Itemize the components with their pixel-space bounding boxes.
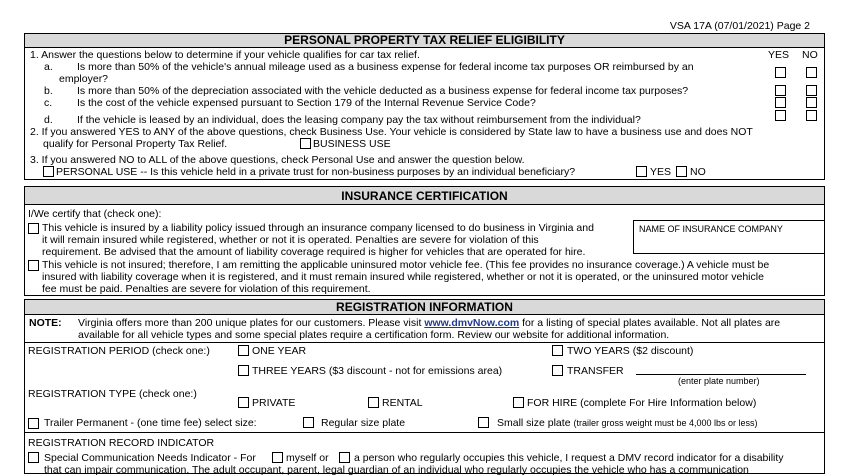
uninsured-text-cont-2: fee must be paid. Penalties are severe for violation of this requirement. <box>42 283 371 295</box>
insurance-section-header: INSURANCE CERTIFICATION <box>24 186 825 205</box>
myself-label: myself or <box>286 452 329 464</box>
question-c-text: Is the cost of the vehicle expensed pursuant to Section 179 of the Internal Revenue Service Code? <box>77 97 536 109</box>
business-use-label: BUSINESS USE <box>313 138 391 150</box>
insured-text-cont-2: requirement. Be advised that the amount of liability coverage required is higher for vehicles that are operated for hire. <box>42 246 586 258</box>
trailer-permanent-label: Trailer Permanent - (one time fee) select size: <box>44 417 257 429</box>
two-years-label: TWO YEARS ($2 discount) <box>567 345 694 357</box>
trailer-permanent-checkbox[interactable] <box>28 418 39 429</box>
small-size-plate-label <box>497 417 758 429</box>
form-page-reference: VSA 17A (07/01/2021) Page 2 <box>669 20 810 32</box>
one-year-label: ONE YEAR <box>252 345 307 357</box>
registration-section-header: REGISTRATION INFORMATION <box>24 299 825 315</box>
rental-checkbox[interactable] <box>368 397 379 408</box>
question-c-letter: c. <box>44 97 53 109</box>
record-indicator-label: REGISTRATION RECORD INDICATOR <box>28 437 215 449</box>
note-text-part-2: for a listing of special plates available. Not all plates are <box>522 317 781 329</box>
trust-no-checkbox[interactable] <box>676 166 687 177</box>
insurance-company-label: NAME OF INSURANCE COMPANY <box>639 224 783 234</box>
question-d-yes-checkbox[interactable] <box>775 110 786 121</box>
transfer-label: TRANSFER <box>567 365 624 377</box>
trust-yes-label: YES <box>650 166 672 178</box>
registration-period-label: REGISTRATION PERIOD (check one:) <box>28 345 210 357</box>
private-label: PRIVATE <box>252 397 296 409</box>
question-a-yes-checkbox[interactable] <box>775 67 786 78</box>
regular-size-plate-label: Regular size plate <box>321 417 406 429</box>
question-d-text: If the vehicle is leased by an individual, does the leasing company pay the tax without reimbursement from the individual? <box>77 114 641 126</box>
transfer-checkbox[interactable] <box>552 365 563 376</box>
personal-use-checkbox[interactable] <box>43 166 54 177</box>
trust-yes-checkbox[interactable] <box>636 166 647 177</box>
trust-no-label: NO <box>690 166 706 178</box>
dmv-website-link[interactable]: www.dmvNow.com <box>424 317 520 329</box>
question-a-text-cont: employer? <box>59 73 109 85</box>
question-1-intro: 1. Answer the questions below to determine if your vehicle qualifies for car tax relief. <box>30 49 420 61</box>
question-3-text: 3. If you answered NO to ALL of the above questions, check Personal Use and answer the question below. <box>30 154 525 166</box>
for-hire-label: FOR HIRE (complete For Hire Information below) <box>527 397 757 409</box>
question-d-no-checkbox[interactable] <box>806 110 817 121</box>
myself-checkbox[interactable] <box>272 452 283 463</box>
one-year-checkbox[interactable] <box>238 345 249 356</box>
personal-use-label: PERSONAL USE -- Is this vehicle held in a private trust for non-business purposes by an individual beneficiary? <box>56 166 576 178</box>
regular-size-plate-checkbox[interactable] <box>303 417 314 428</box>
insured-text: This vehicle is insured by a liability policy issued through an insurance company licensed to do business in Virginia and <box>42 222 594 234</box>
note-text-cont: available for all vehicle types and some special plates require a certification form. Review our website for additional information. <box>78 329 670 341</box>
question-b-text: Is more than 50% of the depreciation associated with the vehicle deducted as a business expense for federal income tax purposes? <box>77 85 689 97</box>
question-a-no-checkbox[interactable] <box>806 67 817 78</box>
question-c-yes-checkbox[interactable] <box>775 97 786 108</box>
question-c-no-checkbox[interactable] <box>806 97 817 108</box>
private-checkbox[interactable] <box>238 397 249 408</box>
occupant-text: a person who regularly occupies this vehicle, I request a DMV record indicator for a disability <box>354 452 784 464</box>
occupant-checkbox[interactable] <box>339 452 350 463</box>
eligibility-section-header: PERSONAL PROPERTY TAX RELIEF ELIGIBILITY <box>24 33 825 48</box>
question-2-text-cont: qualify for Personal Property Tax Relief. <box>43 138 228 150</box>
uninsured-text: This vehicle is not insured; therefore, I am remitting the applicable uninsured motor vehicle fee. (This fee provides no insurance coverage.) A vehicle must be <box>42 259 770 271</box>
three-years-label: THREE YEARS ($3 discount - not for emissions area) <box>252 365 503 377</box>
note-text-part-1: Virginia offers more than 200 unique plates for our customers. Please visit <box>78 317 422 329</box>
note-label: NOTE: <box>29 317 62 329</box>
three-years-checkbox[interactable] <box>238 365 249 376</box>
question-2-text: 2. If you answered YES to ANY of the above questions, check Business Use. Your vehicle is considered by State law to have a business use and does NOT <box>30 126 753 138</box>
business-use-checkbox[interactable] <box>300 138 311 149</box>
two-years-checkbox[interactable] <box>552 345 563 356</box>
for-hire-checkbox[interactable] <box>513 397 524 408</box>
insurance-company-field[interactable] <box>633 220 825 254</box>
note-text <box>78 317 780 329</box>
question-b-no-checkbox[interactable] <box>806 85 817 96</box>
insurance-intro: I/We certify that (check one): <box>28 208 162 220</box>
question-a-letter: a. <box>44 61 53 73</box>
insured-text-cont-1: it will remain insured while registered, whether or not it is operated. Penalties are severe for violation of this <box>42 234 539 246</box>
small-size-plate-text: Small size plate <box>497 417 571 429</box>
special-communication-checkbox[interactable] <box>28 452 39 463</box>
special-communication-text-cont: that can impair communication. The adult occupant, parent, legal guardian of an individual who regularly occupies the vehicle who has a communication <box>44 464 749 476</box>
note-divider <box>24 342 825 343</box>
rental-label: RENTAL <box>382 397 423 409</box>
plate-number-hint: (enter plate number) <box>678 376 760 386</box>
small-size-plate-checkbox[interactable] <box>478 417 489 428</box>
question-b-letter: b. <box>44 85 53 97</box>
no-column-label: NO <box>802 49 818 61</box>
yes-column-label: YES <box>768 49 790 61</box>
special-communication-text: Special Communication Needs Indicator - For <box>44 452 256 464</box>
insured-checkbox[interactable] <box>28 223 39 234</box>
question-b-yes-checkbox[interactable] <box>775 85 786 96</box>
record-divider <box>24 432 825 433</box>
uninsured-checkbox[interactable] <box>28 260 39 271</box>
small-size-plate-note: (trailer gross weight must be 4,000 lbs or less) <box>573 418 758 428</box>
uninsured-text-cont-1: insured with liability coverage when it is registered, and it must remain insured while registered, whether or not it is operated, or the uninsured motor vehicle <box>42 271 764 283</box>
question-d-letter: d. <box>44 114 53 126</box>
registration-type-label: REGISTRATION TYPE (check one:) <box>28 388 197 400</box>
question-a-text: Is more than 50% of the vehicle's annual mileage used as a business expense for federal income tax purposes OR reimbursed by an <box>77 61 694 73</box>
